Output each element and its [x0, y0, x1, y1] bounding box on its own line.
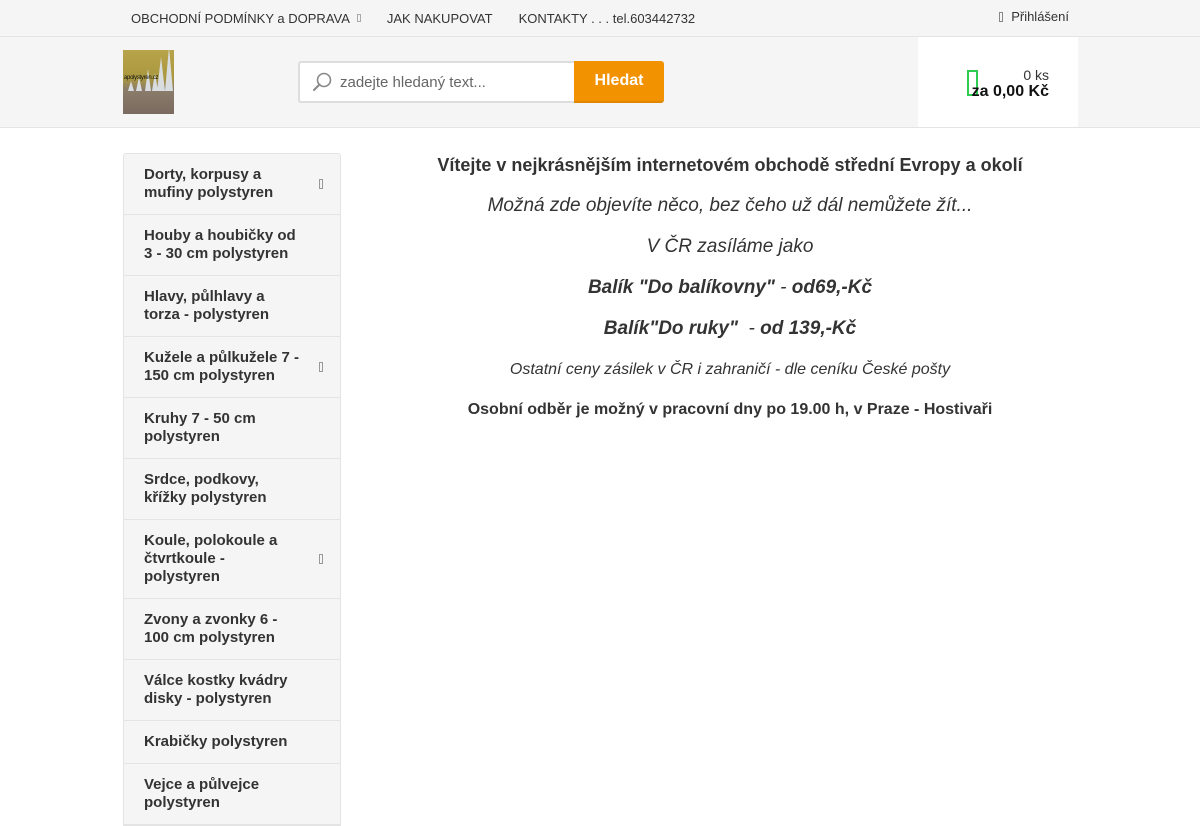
welcome-content: [360, 153, 1100, 438]
tagline: Možná zde objevíte něco, bez čeho už dál nemůžete žít...: [487, 195, 973, 216]
chevron-right-icon[interactable]: [319, 362, 323, 372]
shipping-option-to-hand: [360, 317, 1100, 358]
top-nav: [118, 0, 708, 36]
sidebar-item-label: Dorty, korpusy a mufiny polystyren: [144, 166, 274, 201]
shipping-option-price: od 139,-Kč: [760, 318, 857, 339]
sidebar-item-balls[interactable]: [124, 520, 340, 599]
logo-cone: [157, 57, 165, 91]
login-link[interactable]: [999, 9, 1069, 24]
nav-link-label: JAK NAKUPOVAT: [386, 10, 493, 26]
chevron-down-icon: [357, 14, 361, 22]
header: [0, 37, 1200, 128]
other-rates-note: Ostatní ceny zásilek v ČR i zahraničí - dle ceníku České pošty: [509, 361, 951, 378]
top-bar: [0, 0, 1200, 37]
chevron-right-icon[interactable]: [319, 554, 323, 564]
separator: -: [774, 277, 792, 298]
chevron-right-icon[interactable]: [319, 179, 323, 189]
nav-link-label: OBCHODNÍ PODMÍNKY a DOPRAVA: [131, 10, 350, 26]
nav-link-label: KONTAKTY . . . tel.603442732: [518, 10, 696, 26]
cart-count: 0 ks: [1023, 67, 1049, 83]
sidebar-item-label: Hlavy, půlhlavy a torza - polystyren: [144, 288, 270, 323]
logo-text: apolystyren.cz: [124, 75, 159, 81]
search-input[interactable]: [340, 74, 565, 91]
sidebar-item-heads[interactable]: [124, 276, 340, 337]
category-sidebar: [123, 153, 341, 826]
shipping-option-name: Balík"Do ruky": [603, 318, 738, 339]
shipping-option-price: od69,-Kč: [791, 277, 873, 298]
sidebar-item-cakes[interactable]: [124, 154, 340, 215]
separator: -: [737, 318, 761, 339]
sidebar-item-rings[interactable]: [124, 398, 340, 459]
search-icon: [300, 63, 340, 101]
sidebar-item-label: Zvony a zvonky 6 - 100 cm polystyren: [144, 611, 278, 646]
shipping-option-name: Balík "Do balíkovny": [587, 277, 775, 298]
search-form: [298, 61, 664, 103]
sidebar-item-bells[interactable]: [124, 599, 340, 660]
sidebar-item-cones[interactable]: [124, 337, 340, 398]
sidebar-item-boxes[interactable]: [124, 721, 340, 764]
logo-cone: [128, 81, 134, 91]
sidebar-item-mushrooms[interactable]: [124, 215, 340, 276]
sidebar-item-label: Válce kostky kvádry disky - polystyren: [144, 672, 288, 707]
sidebar-item-label: Srdce, podkovy, křížky polystyren: [144, 471, 267, 506]
user-icon: [999, 12, 1003, 22]
shipping-intro: V ČR zasíláme jako: [646, 236, 814, 257]
sidebar-item-label: Kruhy 7 - 50 cm polystyren: [144, 410, 256, 445]
welcome-heading: Vítejte v nejkrásnějším internetovém obchodě střední Evropy a okolí: [437, 155, 1023, 175]
nav-link-terms-shipping[interactable]: [118, 11, 374, 26]
search-button[interactable]: Hledat: [574, 61, 664, 103]
sidebar-item-hearts[interactable]: [124, 459, 340, 520]
sidebar-item-eggs[interactable]: [124, 764, 340, 825]
sidebar-item-cylinders[interactable]: [124, 660, 340, 721]
sidebar-item-label: Koule, polokoule a čtvrtkoule - polystyren: [144, 532, 278, 585]
logo[interactable]: [123, 50, 174, 114]
login-label: Přihlášení: [1011, 9, 1069, 24]
sidebar-item-label: Houby a houbičky od 3 - 30 cm polystyren: [144, 227, 296, 262]
logo-cone: [165, 50, 173, 91]
sidebar-item-label: Krabičky polystyren: [144, 733, 288, 750]
search-box: [298, 61, 574, 103]
nav-link-how-to-buy[interactable]: [374, 11, 506, 26]
cart-summary[interactable]: [918, 37, 1078, 127]
sidebar-item-label: Vejce a půlvejce polystyren: [144, 776, 260, 811]
cart-total: za 0,00 Kč: [971, 83, 1049, 100]
sidebar-item-label: Kužele a půlkužele 7 - 150 cm polystyren: [144, 349, 300, 384]
nav-link-contacts[interactable]: [506, 11, 709, 26]
shipping-option-parcel-box: [360, 276, 1100, 317]
pickup-note: Osobní odběr je možný v pracovní dny po 19.00 h, v Praze - Hostivaři: [467, 401, 993, 418]
